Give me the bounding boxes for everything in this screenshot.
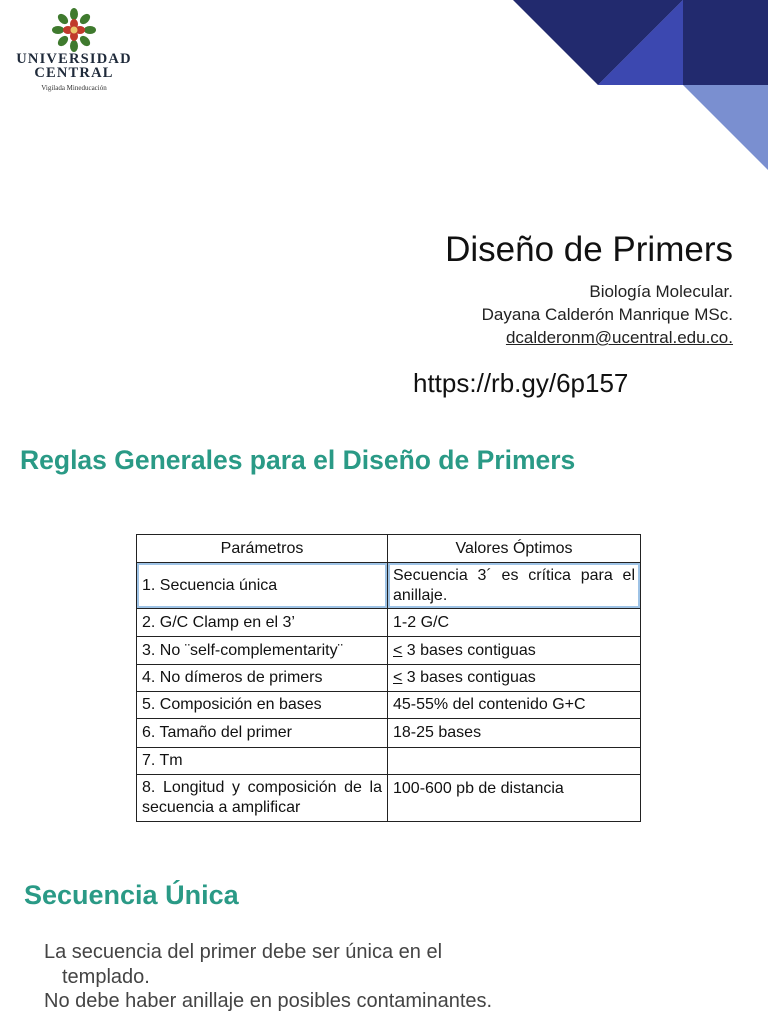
table-row	[137, 563, 641, 609]
column-header-parameters: Parámetros	[137, 535, 388, 563]
less-equal-symbol: <	[393, 669, 403, 686]
value-text: 3 bases contiguas	[402, 641, 536, 659]
logo-name-line1: UNIVERSIDAD	[16, 51, 132, 67]
table-row	[137, 748, 641, 775]
body-line: No debe haber anillaje en posibles contaminantes.	[44, 990, 493, 1012]
flower-emblem-icon	[52, 8, 96, 52]
value-cell	[388, 748, 641, 775]
table-row	[137, 665, 641, 692]
param-cell: 1. Secuencia única	[137, 563, 388, 609]
param-cell: 7. Tm	[137, 748, 388, 775]
table-row	[137, 775, 641, 822]
unique-sequence-text	[44, 940, 564, 1014]
logo-name-line2: CENTRAL	[34, 65, 114, 81]
value-text: 3 bases contiguas	[402, 669, 536, 686]
param-cell: 5. Composición en bases	[137, 692, 388, 719]
table-header-row	[137, 535, 641, 563]
value-cell: Secuencia 3´ es crítica para el anillaje.	[388, 563, 641, 609]
parameters-table	[136, 534, 641, 822]
table-row	[137, 692, 641, 719]
param-cell: 6. Tamaño del primer	[137, 719, 388, 748]
less-equal-symbol: <	[393, 641, 403, 659]
course-name: Biología Molecular.	[589, 282, 733, 301]
body-line: La secuencia del primer debe ser única en el	[44, 941, 443, 963]
value-cell: 100-600 pb de distancia	[388, 775, 641, 822]
column-header-optimal-values: Valores Óptimos	[388, 535, 641, 563]
short-url-link[interactable]: https://rb.gy/6p157	[413, 368, 629, 398]
value-cell	[388, 665, 641, 692]
param-cell: 2. G/C Clamp en el 3’	[137, 609, 388, 637]
param-cell: 4. No dímeros de primers	[137, 665, 388, 692]
university-logo	[8, 8, 140, 92]
page-title: Diseño de Primers	[445, 230, 733, 269]
value-cell: 45-55% del contenido G+C	[388, 692, 641, 719]
table-row	[137, 637, 641, 665]
logo-tagline: Vigilada Mineducación	[41, 84, 107, 92]
value-cell	[388, 637, 641, 665]
author-name: Dayana Calderón Manrique MSc.	[481, 305, 733, 324]
param-cell: 3. No ¨self-complementarity¨	[137, 637, 388, 665]
table-row	[137, 719, 641, 748]
param-cell: 8. Longitud y composición de la secuencia a amplificar	[137, 775, 388, 822]
body-line: templado.	[62, 965, 150, 988]
value-cell: 1-2 G/C	[388, 609, 641, 637]
value-cell: 18-25 bases	[388, 719, 641, 748]
section-heading-rules: Reglas Generales para el Diseño de Primers	[20, 445, 576, 475]
author-email-link[interactable]: dcalderonm@ucentral.edu.co.	[505, 328, 733, 347]
section-heading-unique-sequence: Secuencia Única	[24, 880, 239, 910]
table-row	[137, 609, 641, 637]
